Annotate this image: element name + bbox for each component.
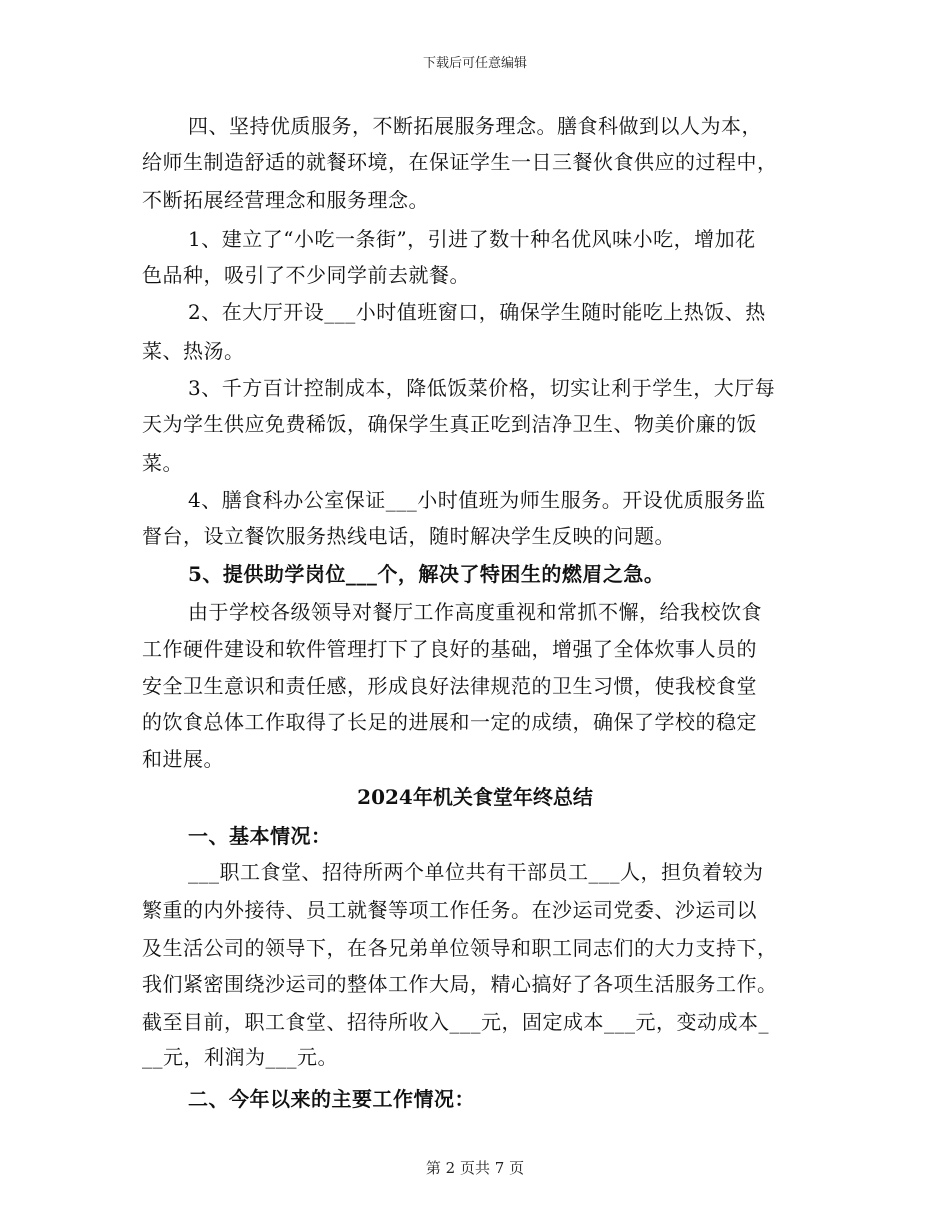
paragraph-line: 3、千方百计控制成本，降低饭菜价格，切实让利于学生，大厅每 (188, 376, 776, 400)
paragraph-line: __元，利润为___元。 (142, 1045, 338, 1069)
paragraph-line-bold: 5、提供助学岗位___个，解决了特困生的燃眉之急。 (188, 562, 665, 586)
paragraph-line: 4、膳食科办公室保证___小时值班为师生服务。开设优质服务监 (188, 488, 766, 512)
paragraph-line: 的饮食总体工作取得了长足的进展和一定的成绩，确保了学校的稳定 (142, 710, 757, 734)
page-footer: 第 2 页共 7 页 (425, 1159, 525, 1177)
paragraph-line: 四、坚持优质服务，不断拓展服务理念。膳食科做到以人为本， (188, 114, 762, 138)
paragraph-line: 安全卫生意识和责任感，形成良好法律规范的卫生习惯，使我校食堂 (142, 674, 757, 698)
paragraph-line: 1、建立了“小吃一条街”，引进了数十种名优风味小吃，增加花 (188, 227, 756, 251)
paragraph-line: 菜。 (142, 451, 183, 475)
section-title: 2024年机关食堂年终总结 (357, 785, 593, 809)
paragraph-line: 给师生制造舒适的就餐环境，在保证学生一日三餐伙食供应的过程中， (142, 150, 778, 174)
paragraph-line: 菜、热汤。 (142, 339, 245, 363)
paragraph-line: 督台，设立餐饮服务热线电话，随时解决学生反映的问题。 (142, 524, 675, 548)
paragraph-line: 色品种，吸引了不少同学前去就餐。 (142, 263, 470, 287)
page-header: 下载后可任意编辑 (422, 56, 527, 71)
paragraph-line: 和进展。 (142, 747, 224, 771)
paragraph-line: 我们紧密围绕沙运司的整体工作大局，精心搞好了各项生活服务工作。 (142, 972, 778, 996)
section-heading: 二、今年以来的主要工作情况： (188, 1087, 475, 1111)
paragraph-line: 繁重的内外接待、员工就餐等项工作任务。在沙运司党委、沙运司以 (142, 898, 757, 922)
paragraph-line: 及生活公司的领导下，在各兄弟单位领导和职工同志们的大力支持下， (142, 936, 778, 960)
paragraph-line: 天为学生供应免费稀饭，确保学生真正吃到洁净卫生、物美价廉的饭 (142, 412, 757, 436)
paragraph-line: 截至目前，职工食堂、招待所收入___元，固定成本___元，变动成本_ (142, 1010, 769, 1034)
paragraph-line: 2、在大厅开设___小时值班窗口，确保学生随时能吃上热饭、热 (188, 300, 766, 324)
paragraph-line: 不断拓展经营理念和服务理念。 (142, 188, 429, 212)
section-heading: 一、基本情况： (188, 824, 332, 848)
paragraph-line: 工作硬件建设和软件管理打下了良好的基础，增强了全体炊事人员的 (142, 637, 757, 661)
paragraph-line: 由于学校各级领导对餐厅工作高度重视和常抓不懈，给我校饮食 (188, 600, 762, 624)
paragraph-line: ___职工食堂、招待所两个单位共有干部员工___人，担负着较为 (188, 860, 764, 884)
